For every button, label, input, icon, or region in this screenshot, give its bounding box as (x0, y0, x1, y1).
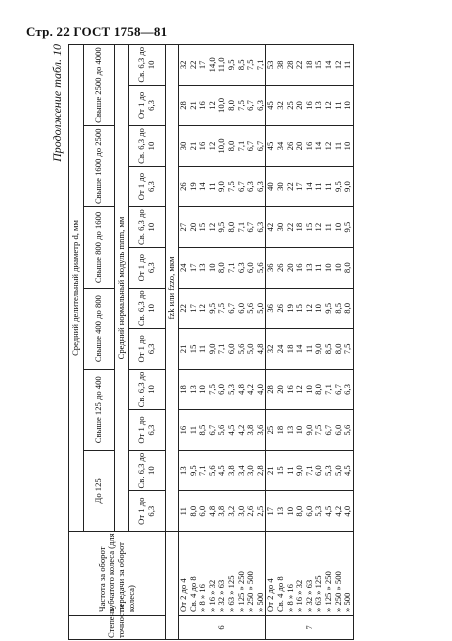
header-module-range: Св. 6,3 до 10 (129, 126, 166, 167)
header-module-range: От 1 до 6,3 (129, 247, 166, 288)
value-cell: 32 24 18 14 11 9,0 8,5 8,0 7,5 (266, 329, 353, 370)
value-cell: 36 26 19 15 12 10 9,5 8,5 8,0 (266, 288, 353, 329)
page-header: Стр. 22 ГОСТ 1758—81 (26, 24, 168, 39)
header-module-range: От 1 до 6,3 (129, 85, 166, 126)
header-module-range: От 1 до 6,3 (129, 329, 166, 370)
header-diameter-range: Свыше 400 до 800 (84, 288, 115, 369)
value-cell: 36 26 20 16 13 11 10 10 8,0 (266, 247, 353, 288)
header-diameter-range: Свыше 800 до 1600 (84, 207, 115, 288)
rotated-table-block (50, 40, 442, 640)
header-diameter-range: Свыше 125 до 400 (84, 369, 115, 450)
header-degree: Степень точности (69, 616, 166, 640)
value-cell: 28 21 16 12 10,0 8,0 7,5 6,7 6,3 (179, 85, 266, 126)
header-module-range: От 1 до 6,3 (129, 166, 166, 207)
header-diameter-range: Свыше 1600 до 2500 (84, 126, 115, 207)
header-module-range: От 1 до 6,3 (129, 410, 166, 451)
value-cell: 53 38 28 22 18 15 14 12 11 (266, 45, 353, 86)
value-cell: 17 13 10 8,0 6,0 5,3 4,5 4,2 4,0 (266, 491, 353, 532)
value-cell: 22 17 12 9,5 7,5 6,7 6,0 5,6 5,0 (179, 288, 266, 329)
header-module-range: От 1 до 6,3 (129, 491, 166, 532)
value-cell: 18 13 10 7,5 6,0 5,3 4,8 4,2 4,0 (179, 369, 266, 410)
header-diameter: Средний делительный диаметр d, мм (69, 45, 84, 532)
header-module: Средний нормальный модуль mnm, мм (115, 45, 129, 532)
header-module-range: Св. 6,3 до 10 (129, 288, 166, 329)
header-module-range: Св. 6,3 до 10 (129, 450, 166, 491)
degree-cell: 7 (266, 616, 353, 640)
value-cell: 27 20 15 12 9,5 8,0 7,1 6,7 6,3 (179, 207, 266, 248)
value-cell: 24 17 13 10 8,0 7,1 6,3 6,0 5,6 (179, 247, 266, 288)
header-module-range: Св. 6,3 до 10 (129, 45, 166, 86)
value-cell: 30 21 16 12 10,0 8,0 7,1 6,7 6,7 (179, 126, 266, 167)
header-diameter-range: До 125 (84, 450, 115, 531)
frequency-cell: От 2 до 4 Св. 4 до 8 » 8 » 16 » 16 » 32 » 32 » 63 » 63 » 125 » 125 » 250 » 250 » 500 » 500 (179, 532, 266, 616)
header-diameter-range: Свыше 2500 до 4000 (84, 45, 115, 126)
value-cell: 32 22 17 14,0 11,0 9,5 8,5 7,5 7,1 (179, 45, 266, 86)
header-blank (166, 532, 179, 640)
value-cell: 21 15 11 9,0 7,1 6,0 5,3 5,0 4,5 (266, 450, 353, 491)
value-cell: 11 8,0 6,0 4,8 3,8 3,2 3,0 2,6 2,5 (179, 491, 266, 532)
value-cell: 45 34 26 20 16 14 12 11 10 (266, 126, 353, 167)
value-cell: 16 11 8,5 6,7 5,6 4,5 4,2 3,8 3,6 (179, 410, 266, 451)
header-frequency: Частота за оборот зубчатого колеса (для передачи за оборот колеса) (69, 532, 166, 616)
value-cell: 45 32 25 20 16 13 12 11 10 (266, 85, 353, 126)
frequency-cell: От 2 до 4 Св. 4 до 8 » 8 » 16 » 16 » 32 » 32 » 63 » 63 » 125 » 125 » 250 » 250 » 500 » 500 (266, 532, 353, 616)
value-cell: 21 15 11 9,0 7,1 6,0 5,6 5,0 4,8 (179, 329, 266, 370)
degree-cell: 6 (179, 616, 266, 640)
header-module-range: Св. 6,3 до 10 (129, 207, 166, 248)
table-caption: Продолжение табл. 10 (50, 44, 64, 162)
value-cell: 25 18 13 10 9,0 7,5 6,7 6,0 5,6 (266, 410, 353, 451)
header-module-range: Св. 6,3 до 10 (129, 369, 166, 410)
value-cell: 40 30 22 17 14 11 11 9,5 9,0 (266, 166, 353, 207)
value-cell: 28 20 16 12 10 8,0 7,1 6,7 6,3 (266, 369, 353, 410)
value-cell: 26 19 14 11 9,0 7,5 6,7 6,3 6,3 (179, 166, 266, 207)
header-units: fzk или fzzо, мкм (166, 45, 179, 532)
data-table (68, 44, 354, 640)
value-cell: 42 30 22 18 15 12 11 10 9,5 (266, 207, 353, 248)
value-cell: 13 9,5 7,1 5,6 4,5 3,8 3,4 3,0 2,8 (179, 450, 266, 491)
